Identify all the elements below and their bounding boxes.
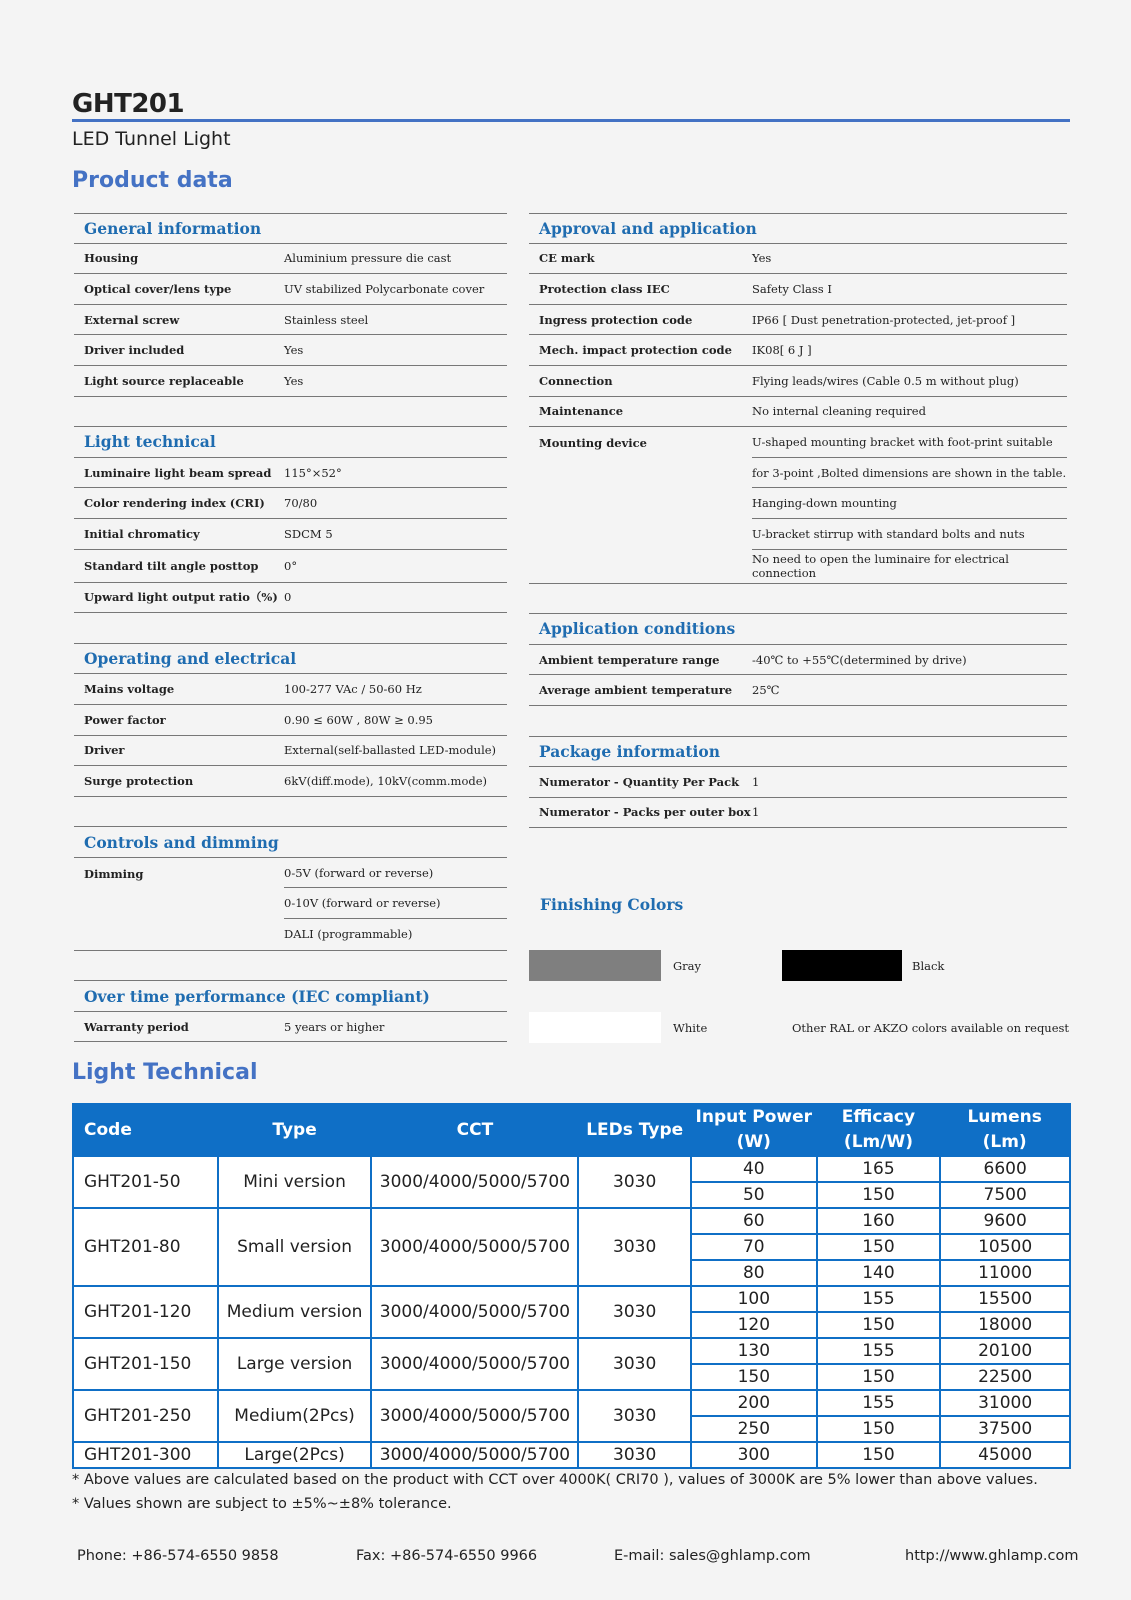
spec-row: Color rendering index (CRI) 70/80 (74, 488, 507, 519)
col-header-cct: CCT (371, 1104, 578, 1156)
spec-row: Numerator - Quantity Per Pack 1 (529, 767, 1067, 798)
mounting-option: U-bracket stirrup with standard bolts and nuts (752, 519, 1067, 550)
col-header-power-line1: Input Power (695, 1107, 813, 1128)
cell-code: GHT201-120 (73, 1286, 218, 1338)
col-header-lumens-line2: (Lm) (982, 1132, 1027, 1152)
spec-row: Ambient temperature range -40℃ to +55℃(determined by drive) (529, 645, 1067, 676)
cell-power: 150 (691, 1364, 817, 1390)
footer-fax: Fax: +86-574-6550 9966 (356, 1548, 538, 1564)
mounting-option: Hanging-down mounting (752, 488, 1067, 519)
cell-lumens: 45000 (940, 1442, 1070, 1468)
color-label-gray: Gray (673, 959, 702, 973)
table-header-row (73, 1104, 1070, 1156)
spec-row: CE mark Yes (529, 244, 1067, 275)
col-header-type: Type (218, 1104, 372, 1156)
color-label-black: Black (912, 959, 945, 973)
spec-row: Luminaire light beam spread 115°×52° (74, 458, 507, 489)
cell-cct: 3000/4000/5000/5700 (371, 1208, 578, 1286)
section-header-approval: Approval and application (529, 213, 1067, 244)
spacer-row (74, 951, 507, 982)
footnote-tolerance: * Values shown are subject to ±5%~±8% tolerance. (72, 1496, 452, 1512)
footer-email[interactable]: E-mail: sales@ghlamp.com (614, 1548, 811, 1564)
section-header-general: General information (74, 213, 507, 244)
table-row (73, 1286, 1070, 1312)
cell-efficacy: 150 (817, 1442, 941, 1468)
color-swatch-white (529, 1012, 661, 1043)
color-label-white: White (673, 1021, 708, 1035)
cell-type: Medium(2Pcs) (218, 1390, 372, 1442)
cell-efficacy: 150 (817, 1364, 941, 1390)
cell-power: 70 (691, 1234, 817, 1260)
section-header-application: Application conditions (529, 614, 1067, 645)
table-row (73, 1442, 1070, 1468)
cell-code: GHT201-150 (73, 1338, 218, 1390)
other-colors-note: Other RAL or AKZO colors available on request (792, 1021, 1070, 1035)
spec-row: Warranty period 5 years or higher (74, 1012, 507, 1043)
cell-lumens: 22500 (940, 1364, 1070, 1390)
cell-type: Small version (218, 1208, 372, 1286)
cell-power: 300 (691, 1442, 817, 1468)
spec-row: Maintenance No internal cleaning required (529, 397, 1067, 428)
section-title-light-technical: Light Technical (72, 1060, 258, 1085)
mounting-device-row (529, 427, 1067, 583)
footnote-cct: * Above values are calculated based on the product with CCT over 4000K( CRI70 ), values of 3000K are 5% lower than above values. (72, 1472, 1038, 1488)
cell-cct: 3000/4000/5000/5700 (371, 1156, 578, 1208)
cell-code: GHT201-80 (73, 1208, 218, 1286)
cell-lumens: 10500 (940, 1234, 1070, 1260)
cell-code: GHT201-250 (73, 1390, 218, 1442)
cell-cct: 3000/4000/5000/5700 (371, 1286, 578, 1338)
col-header-power-line2: (W) (736, 1132, 771, 1152)
cell-lumens: 7500 (940, 1182, 1070, 1208)
mounting-label: Mounting device (539, 436, 647, 451)
dimming-option: DALI (programmable) (284, 927, 413, 942)
cell-power: 130 (691, 1338, 817, 1364)
footer-phone: Phone: +86-574-6550 9858 (77, 1548, 279, 1564)
section-header-finishing: Finishing Colors (540, 895, 684, 914)
cell-efficacy: 165 (817, 1156, 941, 1182)
cell-leds: 3030 (578, 1390, 691, 1442)
table-row (73, 1338, 1070, 1364)
spec-row: Optical cover/lens type UV stabilized Polycarbonate cover (74, 274, 507, 305)
spec-row: Upward light output ratio（%) 0 (74, 583, 507, 614)
dimming-row (74, 858, 507, 951)
col-header-efficacy-line2: (Lm/W) (843, 1132, 913, 1152)
cell-efficacy: 155 (817, 1338, 941, 1364)
mounting-option: No need to open the luminaire for electrical connection (752, 552, 1009, 581)
cell-lumens: 6600 (940, 1156, 1070, 1182)
right-spec-column (529, 213, 1067, 828)
section-header-light-technical: Light technical (74, 427, 507, 458)
dimming-option: 0-10V (forward or reverse) (284, 888, 507, 919)
cell-efficacy: 150 (817, 1416, 941, 1442)
dimming-option: 0-5V (forward or reverse) (284, 858, 507, 889)
spacer-row (529, 584, 1067, 615)
section-title-product-data: Product data (72, 168, 233, 193)
cell-power: 100 (691, 1286, 817, 1312)
spec-row: Average ambient temperature 25℃ (529, 675, 1067, 706)
spec-row: Initial chromaticy SDCM 5 (74, 519, 507, 550)
cell-efficacy: 150 (817, 1182, 941, 1208)
table-row (73, 1390, 1070, 1416)
spec-row: Driver External(self-ballasted LED-module) (74, 736, 507, 767)
spec-row: Standard tilt angle posttop 0° (74, 550, 507, 583)
cell-power: 60 (691, 1208, 817, 1234)
cell-type: Large(2Pcs) (218, 1442, 372, 1468)
cell-lumens: 31000 (940, 1390, 1070, 1416)
col-header-lumens-line1: Lumens (967, 1107, 1042, 1128)
color-swatch-gray (529, 950, 661, 981)
cell-efficacy: 155 (817, 1390, 941, 1416)
mounting-option: for 3-point ,Bolted dimensions are shown in the table. (752, 458, 1067, 489)
cell-power: 50 (691, 1182, 817, 1208)
cell-leds: 3030 (578, 1286, 691, 1338)
spec-row: Surge protection 6kV(diff.mode), 10kV(comm.mode) (74, 766, 507, 797)
cell-type: Medium version (218, 1286, 372, 1338)
cell-lumens: 18000 (940, 1312, 1070, 1338)
cell-cct: 3000/4000/5000/5700 (371, 1390, 578, 1442)
cell-cct: 3000/4000/5000/5700 (371, 1442, 578, 1468)
section-header-controls: Controls and dimming (74, 827, 507, 858)
section-header-overtime: Over time performance (IEC compliant) (74, 981, 507, 1012)
cell-power: 80 (691, 1260, 817, 1286)
cell-cct: 3000/4000/5000/5700 (371, 1338, 578, 1390)
spec-row: Protection class IEC Safety Class Ⅰ (529, 274, 1067, 305)
cell-power: 40 (691, 1156, 817, 1182)
cell-lumens: 15500 (940, 1286, 1070, 1312)
cell-efficacy: 155 (817, 1286, 941, 1312)
section-header-operating: Operating and electrical (74, 644, 507, 675)
cell-leds: 3030 (578, 1338, 691, 1390)
color-swatch-black (782, 950, 902, 981)
section-header-package: Package information (529, 737, 1067, 768)
col-header-leds: LEDs Type (578, 1104, 691, 1156)
col-header-power (691, 1104, 817, 1156)
spec-row: Light source replaceable Yes (74, 366, 507, 397)
spec-row: Connection Flying leads/wires (Cable 0.5 m without plug) (529, 366, 1067, 397)
cell-type: Mini version (218, 1156, 372, 1208)
spec-row: Housing Aluminium pressure die cast (74, 244, 507, 275)
footer-website[interactable]: http://www.ghlamp.com (905, 1548, 1079, 1564)
title-divider (72, 119, 1070, 122)
spacer-row (529, 706, 1067, 737)
cell-lumens: 11000 (940, 1260, 1070, 1286)
spec-row: External screw Stainless steel (74, 305, 507, 336)
spec-row: Numerator - Packs per outer box 1 (529, 798, 1067, 829)
spec-row: Ingress protection code IP66 [ Dust penetration-protected, jet-proof ] (529, 305, 1067, 336)
cell-code: GHT201-300 (73, 1442, 218, 1468)
cell-lumens: 9600 (940, 1208, 1070, 1234)
col-header-code: Code (73, 1104, 218, 1156)
left-spec-column (74, 213, 507, 1042)
product-code-title: GHT201 (72, 89, 185, 119)
col-header-efficacy-line1: Efficacy (841, 1107, 916, 1128)
dimming-label: Dimming (84, 866, 144, 881)
cell-type: Large version (218, 1338, 372, 1390)
cell-code: GHT201-50 (73, 1156, 218, 1208)
table-row (73, 1156, 1070, 1182)
spacer-row (74, 397, 507, 428)
cell-efficacy: 160 (817, 1208, 941, 1234)
product-subtitle: LED Tunnel Light (72, 128, 231, 150)
cell-power: 250 (691, 1416, 817, 1442)
mounting-option: U-shaped mounting bracket with foot-print suitable (752, 427, 1067, 458)
cell-leds: 3030 (578, 1442, 691, 1468)
cell-power: 120 (691, 1312, 817, 1338)
spec-row: Mains voltage 100-277 VAc / 50-60 Hz (74, 674, 507, 705)
cell-leds: 3030 (578, 1208, 691, 1286)
light-technical-table-body (73, 1156, 1070, 1468)
col-header-efficacy (817, 1104, 941, 1156)
cell-leds: 3030 (578, 1156, 691, 1208)
cell-lumens: 37500 (940, 1416, 1070, 1442)
spec-row: Power factor 0.90 ≤ 60W , 80W ≥ 0.95 (74, 705, 507, 736)
light-technical-table (72, 1103, 1071, 1469)
spacer-row (74, 613, 507, 644)
col-header-lumens (940, 1104, 1070, 1156)
cell-lumens: 20100 (940, 1338, 1070, 1364)
cell-efficacy: 140 (817, 1260, 941, 1286)
cell-efficacy: 150 (817, 1312, 941, 1338)
cell-power: 200 (691, 1390, 817, 1416)
spec-row: Driver included Yes (74, 335, 507, 366)
spacer-row (74, 797, 507, 828)
spec-row: Mech. impact protection code IK08[ 6 J ] (529, 335, 1067, 366)
cell-efficacy: 150 (817, 1234, 941, 1260)
table-row (73, 1208, 1070, 1234)
